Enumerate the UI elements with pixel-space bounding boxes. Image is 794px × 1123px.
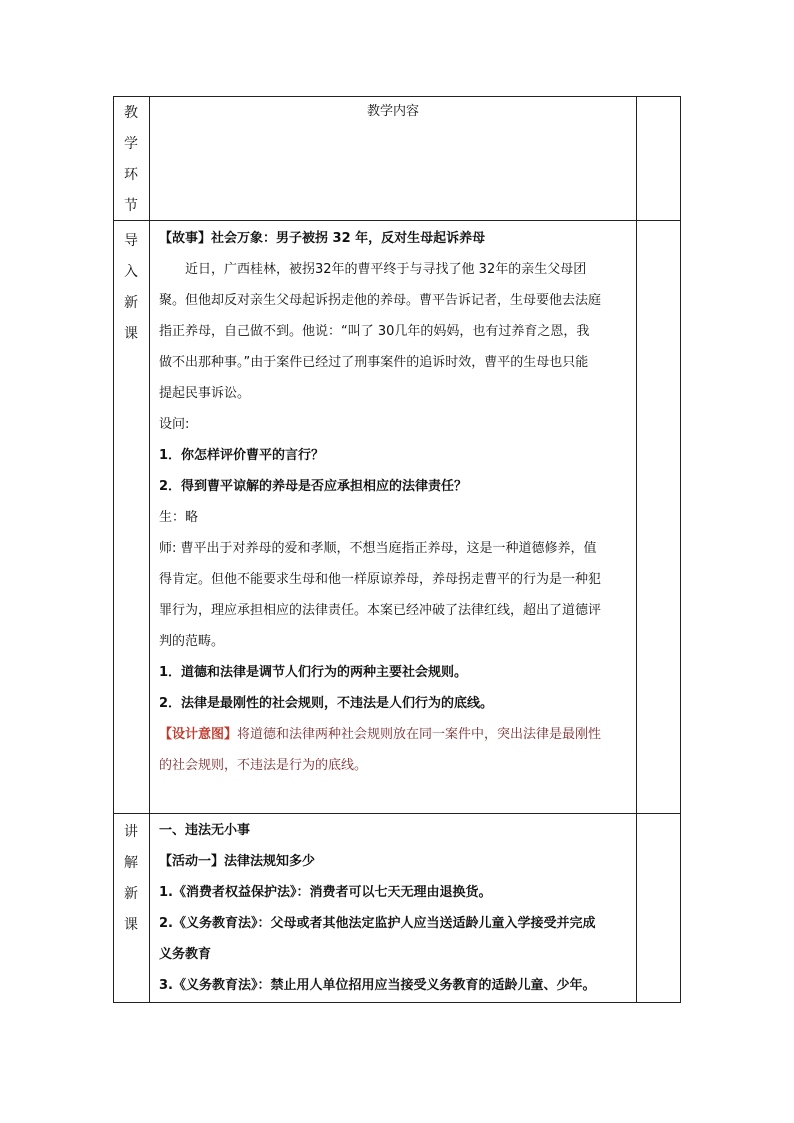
stage-char: 导	[124, 233, 138, 249]
story-line: 聚。但他却反对亲生父母起诉拐走他的养母。曹平告诉记者，生母要他去法庭	[159, 293, 602, 308]
stage-char: 新	[124, 886, 138, 902]
table-border-right	[680, 96, 681, 1003]
design-intent-text: 的社会规则，不违法是行为的底线。	[159, 758, 368, 773]
activity-title: 【活动一】法律法规知多少	[159, 854, 316, 869]
teacher-line: 师: 曹平出于对养母的爱和孝顺，不想当庭指正养母，这是一种道德修养，值	[159, 541, 597, 556]
stage-char: 解	[124, 855, 138, 871]
table-rule-header	[113, 220, 681, 221]
question-2: 2．得到曹平谅解的养母是否应承担相应的法律责任？	[159, 479, 468, 494]
header-content-label: 教学内容	[366, 104, 419, 119]
law-item-1: 1.《消费者权益保护法》：消费者可以七天无理由退换货。	[159, 885, 492, 900]
stage-char: 节	[124, 198, 138, 214]
design-intent	[159, 719, 634, 750]
section1-content	[159, 223, 634, 781]
stage-char: 新	[124, 295, 138, 311]
story-title: 【故事】社会万象：男子被拐 32 年，反对生母起诉养母	[159, 231, 486, 246]
stage-char: 课	[124, 917, 138, 933]
section1-stage-label	[113, 226, 149, 350]
table-border-top	[113, 96, 681, 97]
teacher-line: 判的范畴。	[159, 634, 225, 649]
lesson-plan-table	[113, 96, 681, 1003]
question-1: 1．你怎样评价曹平的言行？	[159, 448, 325, 463]
teacher-line: 罪行为，理应承担相应的法律责任。本案已经冲破了法律红线，超出了道德评	[159, 603, 602, 618]
header-stage-label	[113, 98, 149, 222]
question-intro: 设问:	[159, 417, 190, 432]
story-line: 指正养母，自己做不到。他说：“叫了 30几年的妈妈，也有过养育之恩，我	[159, 324, 590, 339]
conclusion-point-1: 1．道德和法律是调节人们行为的两种主要社会规则。	[159, 665, 468, 680]
table-border-bottom	[113, 1002, 681, 1003]
teacher-line: 得肯定。但他不能要求生母和他一样原谅养母，养母拐走曹平的行为是一种犯	[159, 572, 602, 587]
section2-stage-label	[113, 817, 149, 941]
student-reply: 生：略	[159, 510, 199, 525]
law-item-2: 2.《义务教育法》：父母或者其他法定监护人应当送适龄儿童入学接受并完成	[159, 916, 596, 931]
stage-char: 学	[124, 136, 138, 152]
stage-char: 课	[124, 326, 138, 342]
law-item-2-cont: 义务教育	[159, 947, 212, 962]
design-intent-tag: 【设计意图】	[159, 727, 238, 742]
story-line: 提起民事诉讼。	[159, 386, 251, 401]
story-line: 做不出那种事。”由于案件已经过了刑事案件的追诉时效，曹平的生母也只能	[159, 355, 589, 370]
table-rule-section	[113, 813, 681, 814]
table-rule-content	[636, 96, 637, 1003]
section2-content	[159, 815, 634, 1001]
stage-char: 环	[124, 167, 138, 183]
stage-char: 讲	[124, 824, 138, 840]
table-rule-stage	[149, 96, 150, 1003]
stage-char: 入	[124, 264, 138, 280]
story-line: 近日，广西桂林，被拐32年的曹平终于与寻找了他 32年的亲生父母团	[185, 262, 587, 277]
law-item-3: 3.《义务教育法》：禁止用人单位招用应当接受义务教育的适龄儿童、少年。	[159, 978, 596, 993]
design-intent-text: 将道德和法律两种社会规则放在同一案件中，突出法律是最刚性	[237, 727, 602, 742]
stage-char: 教	[124, 105, 138, 121]
section-heading: 一、违法无小事	[159, 823, 251, 838]
conclusion-point-2: 2．法律是最刚性的社会规则，不违法是人们行为的底线。	[159, 696, 494, 711]
